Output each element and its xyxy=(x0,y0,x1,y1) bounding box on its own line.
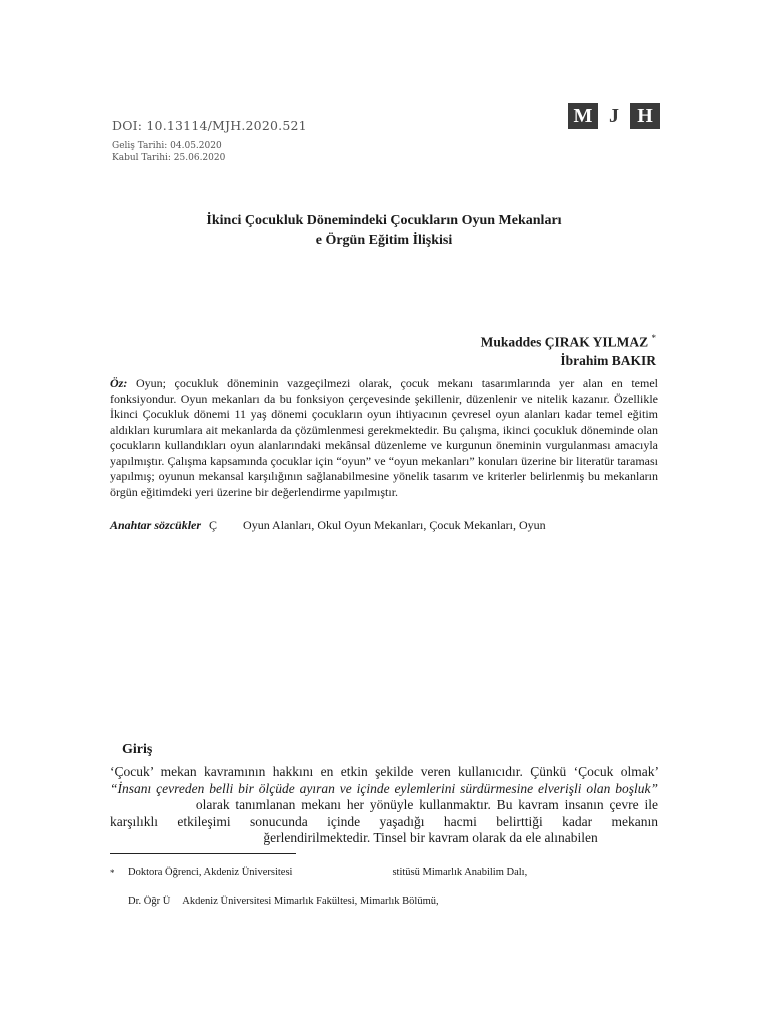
footnote-mark: * xyxy=(110,868,115,878)
intro-line-1: ‘Çocuk’ mekan kavramının hakkını en etkin şekilde veren kullanıcıdır. Çünkü ‘Çocuk olmak’ xyxy=(110,764,658,779)
footnote-line-1b: stitüsü Mimarlık Anabilim Dalı, xyxy=(392,867,528,878)
article-dates xyxy=(112,140,225,164)
author-1-footnote-mark: * xyxy=(651,333,656,343)
authors xyxy=(481,329,656,370)
keywords-first: Ç xyxy=(209,518,218,532)
author-2: İbrahim BAKIR xyxy=(560,352,656,368)
intro-line-4: ğerlendirilmektedir. Tinsel bir kavram olarak da ele alınabilen xyxy=(263,830,598,845)
accepted-date: Kabul Tarihi: 25.06.2020 xyxy=(112,153,226,163)
section-heading-intro: Giriş xyxy=(122,742,153,757)
intro-quote: “İnsanı çevreden belli bir ölçüde ayıran ve içinde eylemlerini sürdürmesine elverişli olan boşluk” xyxy=(110,780,658,796)
keywords-list: Oyun Alanları, Okul Oyun Mekanları, Çocuk Mekanları, Oyun xyxy=(243,518,546,532)
footnote xyxy=(110,866,658,909)
intro-line-3: olarak tanımlanan mekanı her yönüyle kullanmaktır. Bu kavram insanın çevre ile karşılıklı etkileşimi sonucunda içinde yaşadığı hacmi belirttiği kadar mekanın xyxy=(110,797,659,829)
author-1 xyxy=(481,329,656,352)
logo-letter-h: H xyxy=(630,103,660,129)
title-line-2: e Örgün Eğitim İlişkisi xyxy=(315,233,453,248)
logo-letter-m: M xyxy=(568,103,598,129)
footnote-line-2b: Akdeniz Üniversitesi Mimarlık Fakültesi, Mimarlık Bölümü, xyxy=(182,896,439,907)
article-title xyxy=(110,211,658,251)
title-line-1: İkinci Çocukluk Dönemindeki Çocukların Oyun Mekanları xyxy=(206,213,562,228)
intro-paragraph xyxy=(110,764,658,847)
keywords xyxy=(110,518,658,533)
abstract xyxy=(110,376,658,500)
author-1-name: Mukaddes ÇIRAK YILMAZ xyxy=(480,334,649,350)
journal-logo xyxy=(568,103,660,129)
abstract-text: Oyun; çocukluk döneminin vazgeçilmezi olarak, çocuk mekanı tasarımlarında yer alan en temel fonksiyondur. Oyun mekanları da bu fonksiyon çerçevesinde şekillenir, düzenlenir ve nitelik kazanır. Özellikle İkinci Çocukluk dönemi 11 yaş dönemi çocukların oyun ihtiyacının çevresel oyun alanları kadar temel eğitim aldıkları kurumlara ait mekanlarda da çözümlenmesi gerekmektedir. Bu çalışma, ikinci çocukluk döneminde olan çocukların kullandıkları oyun alanlarındaki mekânsal düzenleme ve kurgunun öneminin vurgulanması amacıyla yapılmıştır. Çalışma kapsamında çocuklar için “oyun” ve “oyun mekanları” konuları üzerine bir literatür taraması yapılmış; oyunun mekansal karşılığının sağlanabilmesine yönelik tasarım ve kriterler belirlenmiş bu mekanların örgün eğitimdeki yeri üzerine bir değerlendirme yapılmıştır. xyxy=(110,376,659,499)
logo-letter-j: J xyxy=(609,104,619,127)
footnote-rule xyxy=(110,853,296,854)
doi: DOI: 10.13114/MJH.2020.521 xyxy=(112,118,307,133)
keywords-label: Anahtar sözcükler xyxy=(110,518,202,532)
abstract-lead: Öz: xyxy=(110,376,128,390)
received-date: Geliş Tarihi: 04.05.2020 xyxy=(112,141,222,151)
footnote-line-2a: Dr. Öğr Ü xyxy=(128,896,171,907)
footnote-line-1a: Doktora Öğrenci, Akdeniz Üniversitesi xyxy=(128,867,293,878)
